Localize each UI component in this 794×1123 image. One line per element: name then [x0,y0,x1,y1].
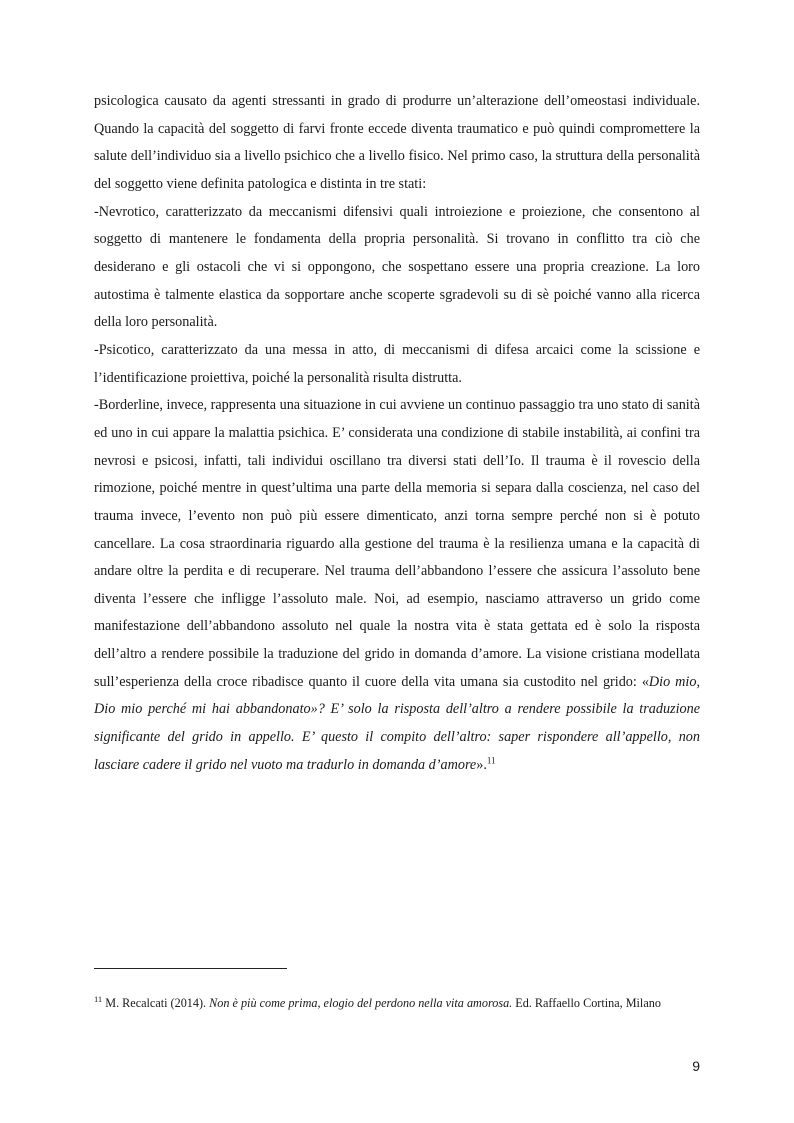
quoted-passage: Dio mio, Dio mio perché mi hai abbandonato»? E’ solo la risposta dell’altro a rendere possibile la traduzione significante del grido in appello. E’ questo il compito dell’altro: saper rispondere all’appello, non lasciare cadere il grido nel vuoto ma tradurlo in domanda d’amore [94,673,701,773]
footnote [94,995,700,1012]
footnote-separator [94,968,287,969]
paragraph-intro: psicologica causato da agenti stressanti in grado di produrre un’alterazione dell’omeostasi individuale. Quando la capacità del soggetto di farvi fronte eccede diventa traumatico e può quindi compromettere la salute dell’individuo sia a livello psichico che a livello fisico. Nel primo caso, la struttura della personalità del soggetto viene definita patologica e distinta in tre stati: [94,93,700,192]
paragraph-nevrotico: -Nevrotico, caratterizzato da meccanismi difensivi quali introiezione e proiezione, che consentono al soggetto di mantenere le fondamenta della propria personalità. Si trovano in conflitto tra ciò che desiderano e gli ostacoli che vi si oppongono, che sospettano essere una propria creazione. La loro autostima è talmente elastica da sopportare anche scoperte sgradevoli su di sè poiché vanno alla ricerca della loro personalità. [94,203,700,331]
footnote-title: Non è più come prima, elogio del perdono nella vita amorosa. [209,996,513,1010]
footnote-publisher: Ed. Raffaello Cortina, Milano [512,996,661,1010]
page-number: 9 [692,1058,700,1074]
body-text [94,88,700,779]
footnote-reference[interactable]: 11 [486,755,496,766]
footnote-number: 11 [94,993,103,1004]
paragraph-borderline [94,392,700,779]
footnote-author: M. Recalcati (2014). [102,996,210,1010]
quote-close: ». [476,756,487,773]
paragraph-psicotico: -Psicotico, caratterizzato da una messa in atto, di meccanismi di difesa arcaici come la scissione e l’identificazione proiettiva, poiché la personalità risulta distrutta. [94,341,700,386]
borderline-text: -Borderline, invece, rappresenta una situazione in cui avviene un continuo passaggio tra uno stato di sanità ed uno in cui appare la malattia psichica. E’ considerata una condizione di stabile instabilità, ai confini tra nevrosi e psicosi, infatti, tali individui oscillano tra diversi stati dell’Io. Il trauma è il rovescio della rimozione, poiché mentre in quest’ultima una parte della memoria si separa dalla coscienza, nel caso del trauma invece, l’evento non può più essere dimenticato, anzi torna sempre perché non si è potuto cancellare. La cosa straordinaria riguardo alla gestione del trauma è la resilienza umana e la capacità di andare oltre la perdita e di recuperare. Nel trauma dell’abbandono l’essere che assicura l’assoluto bene diventa l’essere che infligge l’assoluto male. Noi, ad esempio, nasciamo attraverso un grido come manifestazione dell’abbandono assoluto nel quale la nostra vita è stata gettata ed è solo la risposta dell’altro a rendere possibile la traduzione del grido in domanda d’amore. La visione cristiana modellata sull’esperienza della croce ribadisce quanto il cuore della vita umana sia custodito nel grido: « [94,397,700,690]
